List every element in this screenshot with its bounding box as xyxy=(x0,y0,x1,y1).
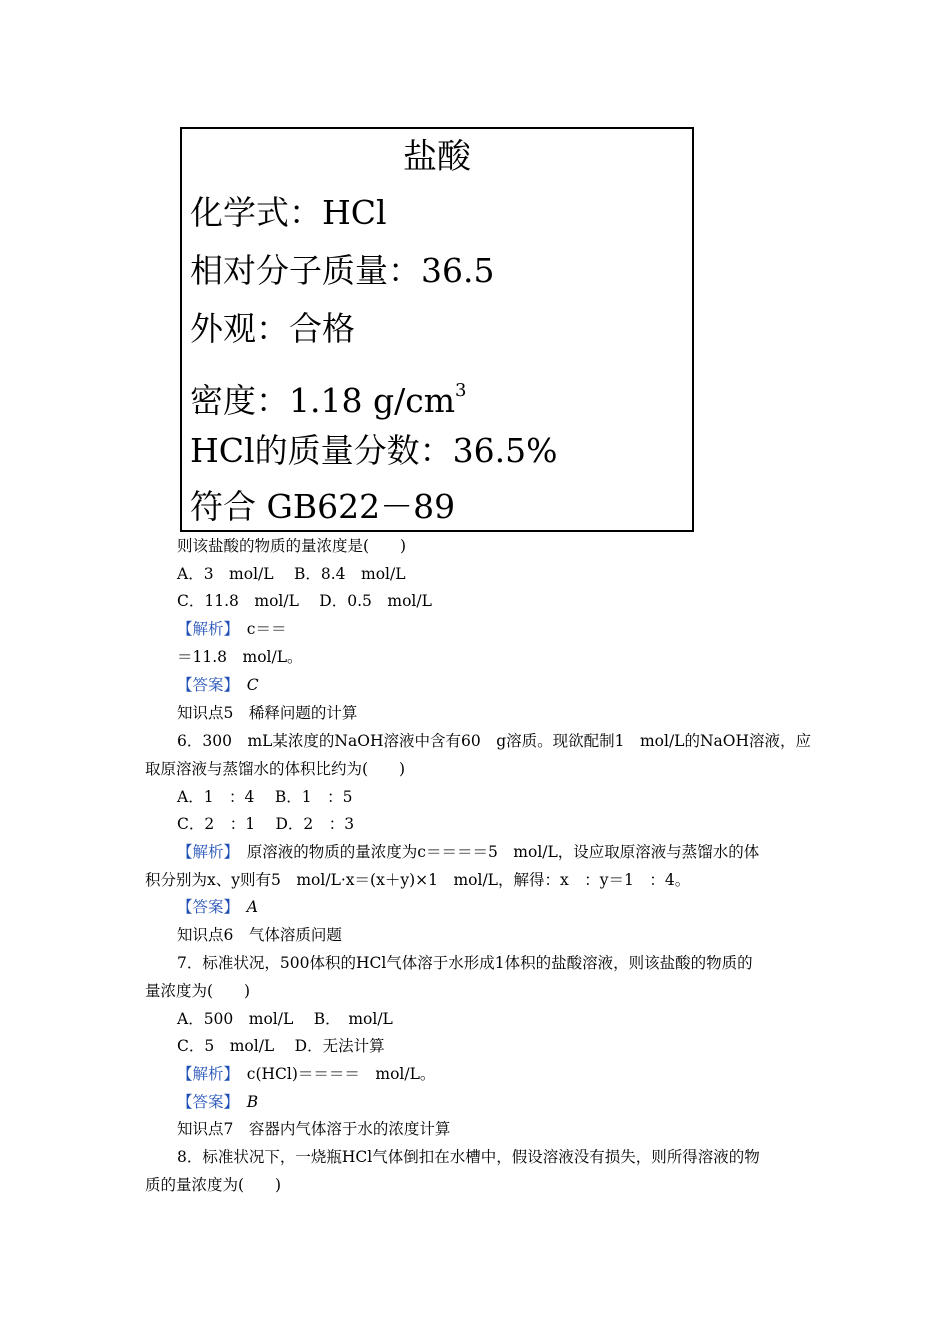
q5-stem: 则该盐酸的物质的量浓度是( ) xyxy=(177,537,407,555)
q7-analysis xyxy=(177,1063,435,1085)
q6-analysis xyxy=(177,841,759,863)
label-standard: 符合 GB622－89 xyxy=(190,487,456,526)
label-formula xyxy=(190,191,387,235)
q7-options-cd: C．5 mol/L D．无法计算 xyxy=(177,1037,385,1055)
appearance-label: 外观： xyxy=(190,309,289,348)
analysis-text: c(HCl)＝＝＝＝ mol/L。 xyxy=(231,1065,436,1083)
analysis-text: c＝＝ xyxy=(231,620,287,638)
label-mass-fraction xyxy=(190,429,557,473)
analysis-tag: 【解析】 xyxy=(177,843,232,861)
q6-analysis-cont: 积分别为x、y则有5 mol/L·x＝(x＋y)×1 mol/L，解得：x ：y＝1 ：4。 xyxy=(145,871,691,889)
label-appearance xyxy=(190,307,355,351)
formula-value: HCl xyxy=(322,193,387,232)
knowledge-point-6: 知识点6 气体溶质问题 xyxy=(177,926,342,944)
q8-stem-cont: 质的量浓度为( ) xyxy=(145,1176,282,1194)
label-mass xyxy=(190,249,494,293)
analysis-tag: 【解析】 xyxy=(177,620,232,638)
q6-stem-cont: 取原溶液与蒸馏水的体积比约为( ) xyxy=(145,760,406,778)
q5-options-ab: A．3 mol/L B．8.4 mol/L xyxy=(177,565,406,583)
q7-stem-cont: 量浓度为( ) xyxy=(145,982,251,1000)
answer-tag: 【答案】 xyxy=(177,676,232,694)
analysis-text: 原溶液的物质的量浓度为c＝＝＝＝5 mol/L，设应取原溶液与蒸馏水的体 xyxy=(231,843,760,861)
q6-stem: 6．300 mL某浓度的NaOH溶液中含有60 g溶质。现欲配制1 mol/L的NaOH溶液，应 xyxy=(177,732,812,750)
answer-value: B xyxy=(231,1093,259,1111)
q5-analysis-cont: ＝11.8 mol/L。 xyxy=(177,648,303,666)
fraction-label: HCl的质量分数： xyxy=(190,431,453,470)
appearance-value: 合格 xyxy=(289,309,355,348)
answer-tag: 【答案】 xyxy=(177,1093,232,1111)
knowledge-point-5: 知识点5 稀释问题的计算 xyxy=(177,704,358,722)
q7-answer xyxy=(177,1091,258,1113)
mass-label: 相对分子质量： xyxy=(190,251,421,290)
q5-analysis xyxy=(177,618,286,640)
q5-options-cd: C．11.8 mol/L D．0.5 mol/L xyxy=(177,592,432,610)
q7-options-ab: A．500 mol/L B． mol/L xyxy=(177,1010,393,1028)
fraction-value: 36.5% xyxy=(452,431,558,470)
label-density xyxy=(190,369,466,423)
density-exponent: 3 xyxy=(454,380,467,401)
formula-label: 化学式： xyxy=(190,193,322,232)
analysis-tag: 【解析】 xyxy=(177,1065,232,1083)
q5-answer xyxy=(177,674,259,696)
answer-tag: 【答案】 xyxy=(177,898,232,916)
knowledge-point-7: 知识点7 容器内气体溶于水的浓度计算 xyxy=(177,1120,451,1138)
reagent-label-box xyxy=(180,127,694,532)
answer-value: C xyxy=(231,676,259,694)
density-value: 1.18 g/cm xyxy=(289,381,455,420)
q6-options-cd: C．2 ：1 D．2 ：3 xyxy=(177,815,355,833)
answer-value: A xyxy=(231,898,258,916)
density-label: 密度： xyxy=(190,381,289,420)
q7-stem: 7．标准状况，500体积的HCl气体溶于水形成1体积的盐酸溶液，则该盐酸的物质的 xyxy=(177,954,753,972)
q6-answer xyxy=(177,896,258,918)
mass-value: 36.5 xyxy=(421,251,495,290)
q6-options-ab: A．1 ：4 B．1 ：5 xyxy=(177,788,353,806)
label-title: 盐酸 xyxy=(403,137,471,177)
q8-stem: 8．标准状况下，一烧瓶HCl气体倒扣在水槽中，假设溶液没有损失，则所得溶液的物 xyxy=(177,1148,760,1166)
